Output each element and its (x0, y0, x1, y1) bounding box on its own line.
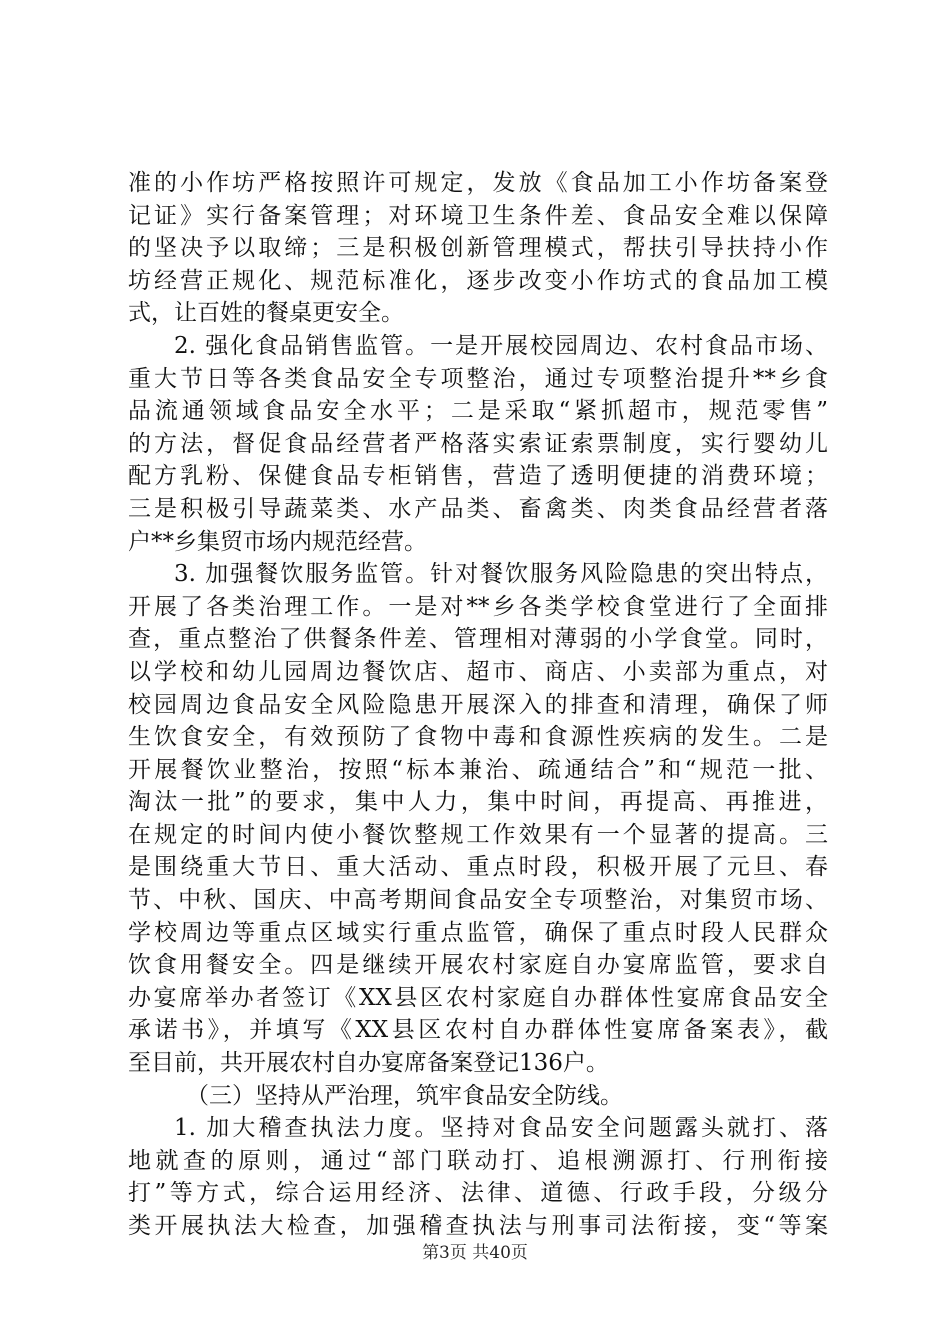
text-line: 开展了各类治理工作。一是对**乡各类学校食堂进行了全面排 (128, 593, 828, 620)
text-line: 节、中秋、国庆、中高考期间食品安全专项整治，对集贸市场、 (128, 887, 828, 914)
text-line: 三是积极引导蔬菜类、水产品类、畜禽类、肉类食品经营者落 (128, 495, 828, 522)
text-line: 配方乳粉、保健食品专柜销售，营造了透明便捷的消费环境； (128, 463, 828, 490)
text-line: 办宴席举办者签订《XX县区农村家庭自办群体性宴席食品安全 (128, 984, 828, 1011)
text-line: 坊经营正规化、规范标准化，逐步改变小作坊式的食品加工模 (128, 267, 828, 294)
text-line: 的坚决予以取缔；三是积极创新管理模式，帮扶引导扶持小作 (128, 235, 828, 262)
text-line: 重大节日等各类食品安全专项整治，通过专项整治提升**乡食 (128, 365, 828, 392)
text-line: 校园周边食品安全风险隐患开展深入的排查和清理，确保了师 (128, 691, 828, 718)
text-line: 2. 强化食品销售监管。一是开展校园周边、农村食品市场、 (174, 332, 828, 359)
text-line: 是围绕重大节日、重大活动、重点时段，积极开展了元旦、春 (128, 854, 828, 881)
text-line: 学校周边等重点区域实行重点监管，确保了重点时段人民群众 (128, 919, 828, 946)
text-line: 的方法，督促食品经营者严格落实索证索票制度，实行婴幼儿 (128, 430, 828, 457)
text-line: 类开展执法大检查，加强稽查执法与刑事司法衔接，变“等案 (128, 1213, 828, 1239)
text-line: 至目前，共开展农村自办宴席备案登记136户。 (128, 1050, 609, 1077)
text-line: 1. 加大稽查执法力度。坚持对食品安全问题露头就打、落 (174, 1115, 828, 1142)
text-line: 承诺书》，并填写《XX县区农村自办群体性宴席备案表》，截 (128, 1017, 828, 1044)
text-line: 户**乡集贸市场内规范经营。 (128, 528, 427, 555)
text-line: 饮食用餐安全。四是继续开展农村家庭自办宴席监管，要求自 (128, 952, 828, 979)
page-footer: 第3页 共40页 (422, 1243, 528, 1263)
document-body (128, 167, 828, 1243)
text-line: 在规定的时间内使小餐饮整规工作效果有一个显著的提高。三 (128, 821, 828, 848)
text-line: （三）坚持从严治理，筑牢食品安全防线。 (186, 1082, 623, 1109)
text-line: 准的小作坊严格按照许可规定，发放《食品加工小作坊备案登 (128, 170, 828, 196)
text-line: 记证》实行备案管理；对环境卫生条件差、食品安全难以保障 (128, 202, 828, 229)
text-line: 品流通领域食品安全水平；二是采取“紧抓超市，规范零售” (128, 398, 828, 425)
text-line: 生饮食安全，有效预防了食物中毒和食源性疾病的发生。二是 (128, 724, 828, 751)
text-line: 淘汰一批”的要求，集中人力，集中时间，再提高、再推进， (128, 789, 828, 816)
text-line: 3. 加强餐饮服务监管。针对餐饮服务风险隐患的突出特点， (174, 561, 828, 588)
text-line: 地就查的原则，通过“部门联动打、追根溯源打、行刑衔接 (128, 1147, 828, 1174)
text-line: 开展餐饮业整治，按照“标本兼治、疏通结合”和“规范一批、 (128, 756, 828, 783)
text-line: 打”等方式，综合运用经济、法律、道德、行政手段，分级分 (128, 1180, 828, 1207)
text-line: 查，重点整治了供餐条件差、管理相对薄弱的小学食堂。同时， (128, 626, 828, 653)
text-line: 式，让百姓的餐桌更安全。 (128, 300, 404, 327)
text-line: 以学校和幼儿园周边餐饮店、超市、商店、小卖部为重点，对 (128, 658, 828, 685)
